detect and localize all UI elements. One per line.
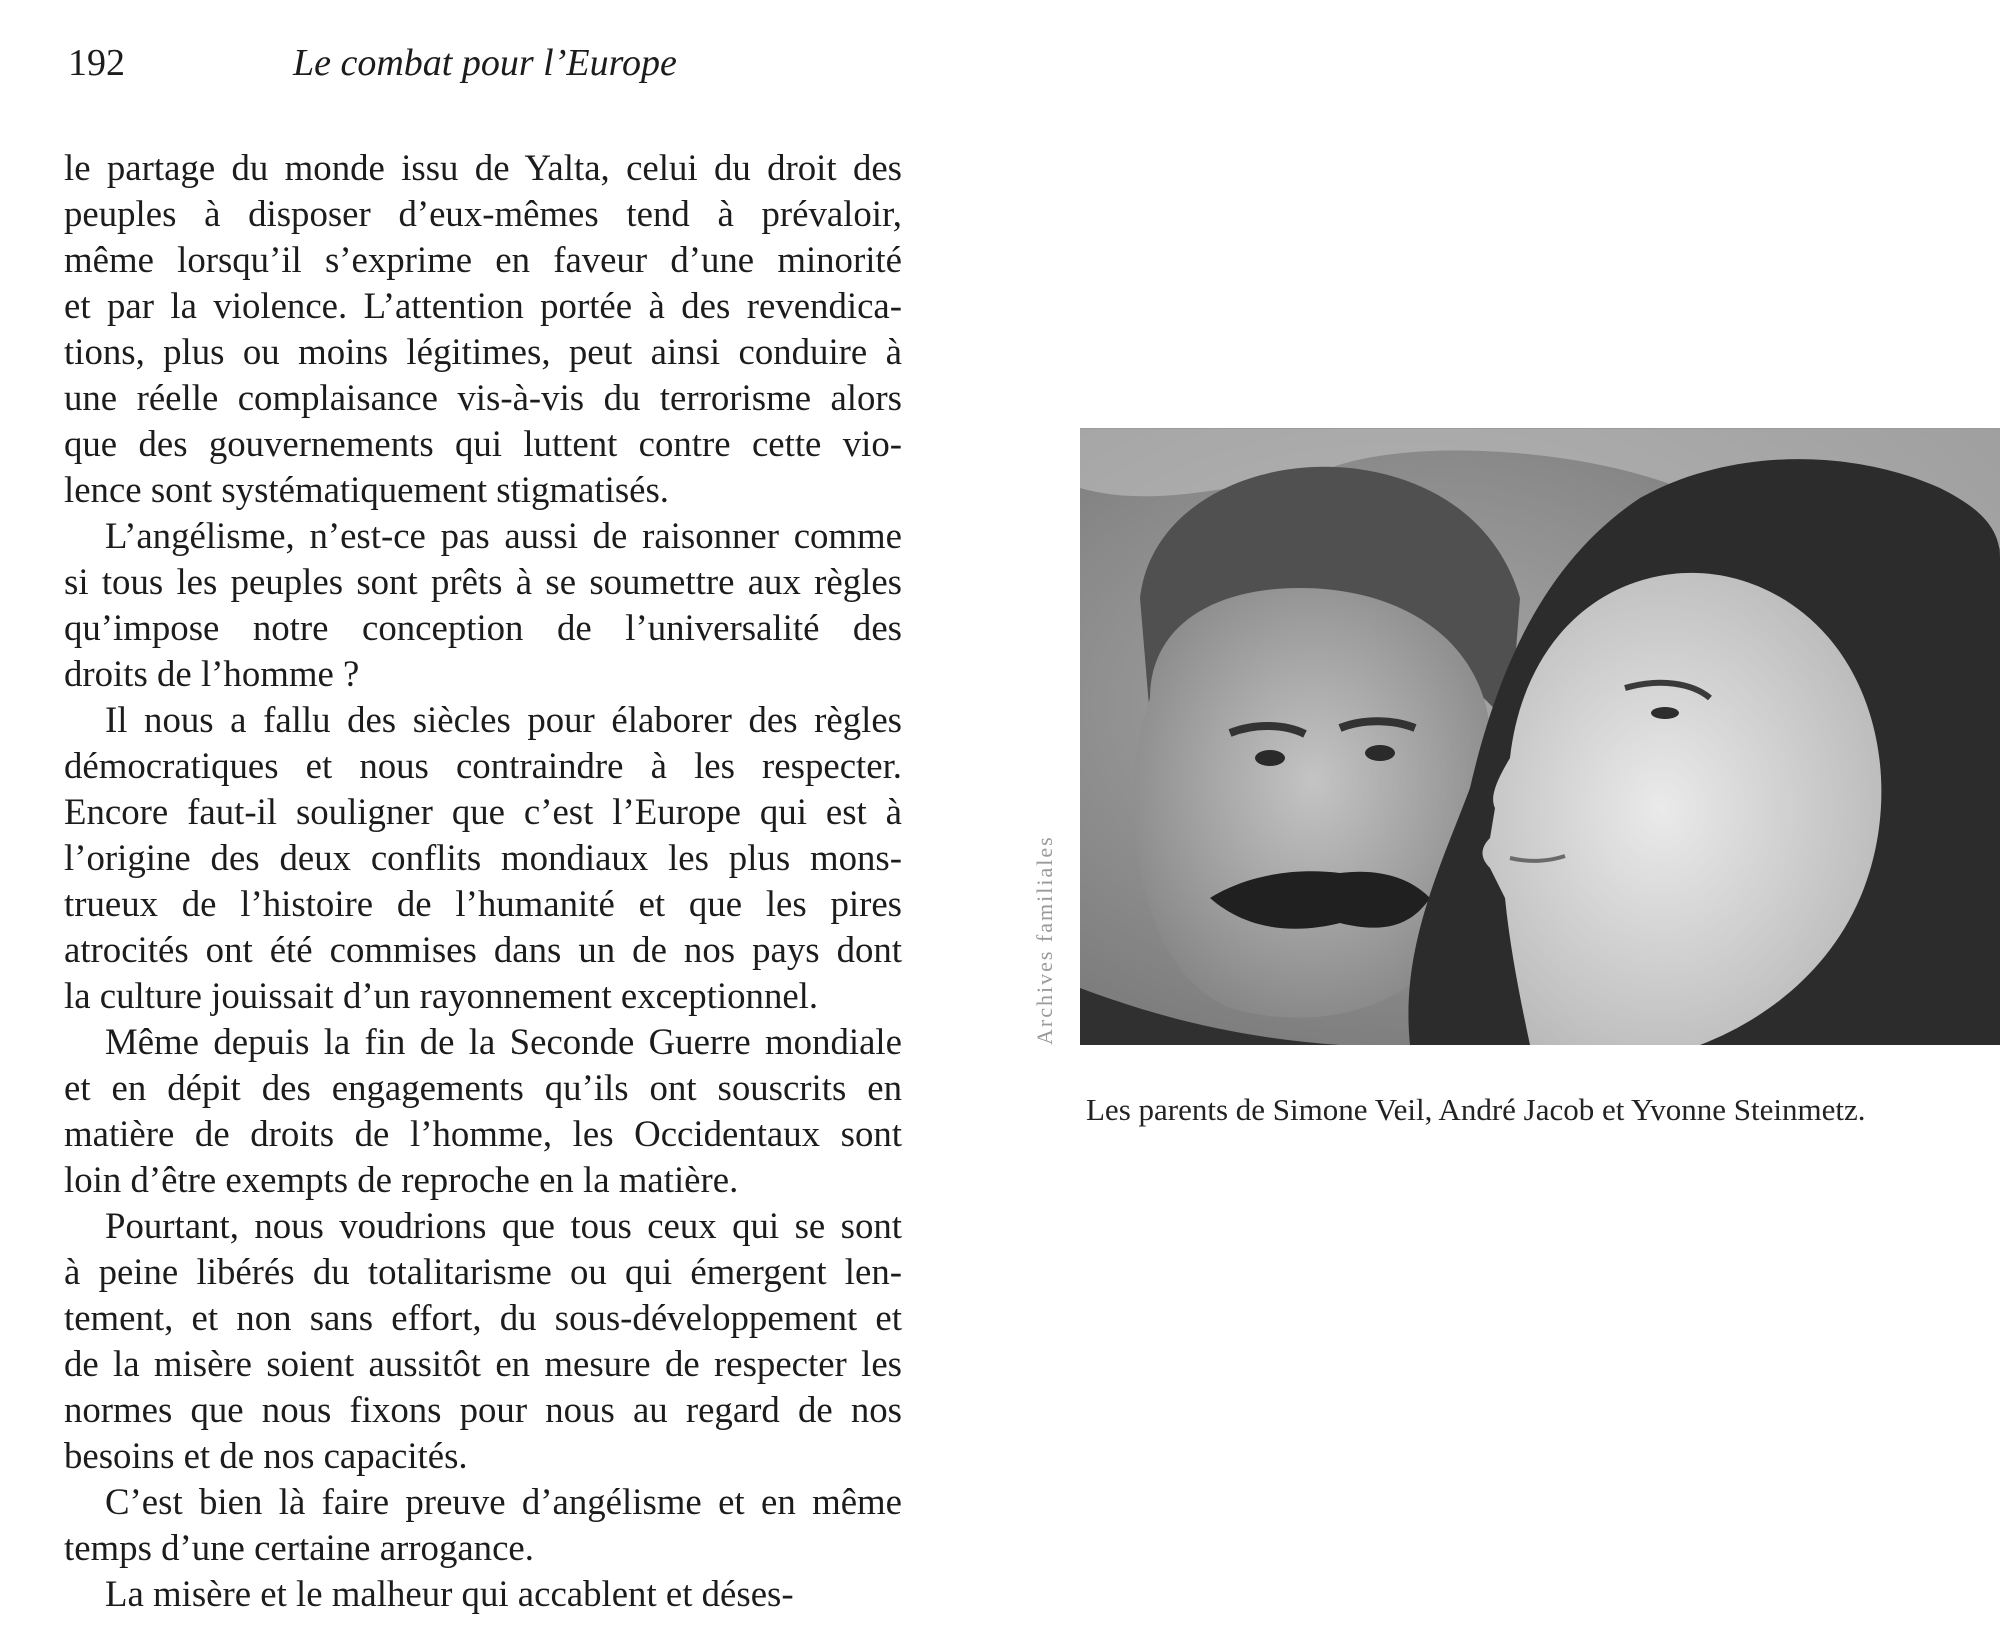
text-line: La misère et le malheur qui accablent et déses- (105, 1573, 794, 1614)
text-line: l’origine des deux conflits mondiaux les plus mons- (64, 837, 902, 878)
text-line: Il nous a fallu des siècles pour élaborer des règles (105, 699, 902, 740)
text-line: droits de l’homme ? (64, 653, 360, 694)
text-line: si tous les peuples sont prêts à se soumettre aux règles (64, 561, 902, 602)
text-line: Même depuis la fin de la Seconde Guerre mondiale (105, 1021, 902, 1062)
text-line: C’est bien là faire preuve d’angélisme et en même (105, 1481, 902, 1522)
text-line: tement, et non sans effort, du sous-développement et (64, 1297, 902, 1338)
text-line: et par la violence. L’attention portée à des revendica- (64, 285, 902, 326)
text-line: matière de droits de l’homme, les Occidentaux sont (64, 1113, 902, 1154)
text-line: Pourtant, nous voudrions que tous ceux qui se sont (105, 1205, 902, 1246)
text-line: besoins et de nos capacités. (64, 1435, 468, 1476)
text-line: tions, plus ou moins légitimes, peut ainsi conduire à (64, 331, 902, 372)
text-line: même lorsqu’il s’exprime en faveur d’une minorité (64, 239, 902, 280)
text-line: à peine libérés du totalitarisme ou qui émergent len- (64, 1251, 902, 1292)
photo-credit: Archives familiales (1032, 835, 1057, 1045)
photo-illustration (1080, 428, 2000, 1045)
text-line: que des gouvernements qui luttent contre cette vio- (64, 423, 902, 464)
text-line: loin d’être exempts de reproche en la matière. (64, 1159, 739, 1200)
text-line: trueux de l’histoire de l’humanité et que les pires (64, 883, 902, 924)
text-line: temps d’une certaine arrogance. (64, 1527, 534, 1568)
body-text (64, 145, 902, 1617)
photo-caption: Les parents de Simone Veil, André Jacob et Yvonne Steinmetz. (1086, 1092, 1866, 1127)
portrait-photo (1080, 428, 2000, 1045)
text-line: démocratiques et nous contraindre à les respecter. (64, 745, 902, 786)
text-line: atrocités ont été commises dans un de nos pays dont (64, 929, 902, 970)
text-line: une réelle complaisance vis-à-vis du terrorisme alors (64, 377, 902, 418)
page-header (68, 38, 928, 88)
text-line: qu’impose notre conception de l’universalité des (64, 607, 902, 648)
running-title: Le combat pour l’Europe (293, 42, 677, 84)
text-line: et en dépit des engagements qu’ils ont souscrits en (64, 1067, 902, 1108)
text-line: normes que nous fixons pour nous au regard de nos (64, 1389, 902, 1430)
text-line: peuples à disposer d’eux-mêmes tend à prévaloir, (64, 193, 902, 234)
text-line: de la misère soient aussitôt en mesure de respecter les (64, 1343, 902, 1384)
text-line: Encore faut-il souligner que c’est l’Europe qui est à (64, 791, 902, 832)
text-line: L’angélisme, n’est-ce pas aussi de raisonner comme (105, 515, 902, 556)
text-line: lence sont systématiquement stigmatisés. (64, 469, 669, 510)
text-line: la culture jouissait d’un rayonnement exceptionnel. (64, 975, 819, 1016)
page-number: 192 (68, 42, 125, 84)
text-line: le partage du monde issu de Yalta, celui du droit des (64, 147, 902, 188)
